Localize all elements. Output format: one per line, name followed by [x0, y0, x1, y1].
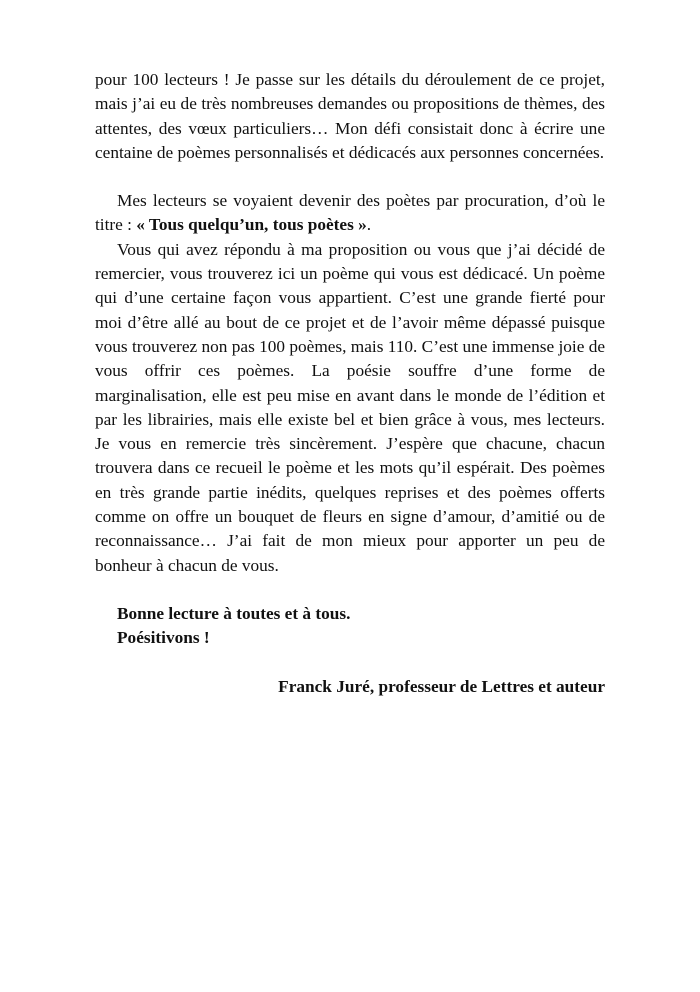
paragraph-title-origin: [95, 189, 605, 238]
paragraph-title-end: .: [366, 215, 372, 235]
closing-line-1: Bonne lecture à toutes et à tous.: [117, 603, 351, 623]
closing-line-2: Poésitivons !: [117, 628, 210, 648]
book-title: « Tous quelqu’un, tous poètes »: [136, 215, 367, 235]
document-page: [95, 68, 605, 699]
paragraph-intro: pour 100 lecteurs ! Je passe sur les détails du déroulement de ce projet, mais j’ai eu de très nombreuses demandes ou propositions de thèmes, des attentes, des vœux particuliers… Mon défi consistait donc à écrire une centaine de poèmes personnalisés et dédicacés aux personnes concernées.: [95, 70, 605, 162]
paragraph-title-intro: Mes lecteurs se voyaient devenir des poètes par procuration, d’où le titre :: [95, 191, 605, 235]
closing-greeting: [95, 602, 605, 651]
paragraph-dedication: Vous qui avez répondu à ma proposition ou vous que j’ai décidé de remercier, vous trouverez ici un poème qui vous est dédicacé. Un poème qui d’une certaine façon vous appartient. C’est une grande fierté pour moi d’être allé au bout de ce projet et de l’avoir même dépassé puisque vous trouverez non pas 100 poèmes, mais 110. C’est une immense joie de vous offrir ces poèmes. La poésie souffre d’une forme de marginalisation, elle est peu mise en avant dans le monde de l’édition et par les librairies, mais elle existe bel et bien grâce à vous, mes lecteurs. Je vous en remercie très sincèrement. J’espère que chacune, chacun trouvera dans ce recueil le poème et les mots qu’il espérait. Des poèmes en très grande partie inédits, quelques reprises et des poèmes offerts comme on offre un bouquet de fleurs en signe d’amour, d’amitié ou de reconnaissance… J’ai fait de mon mieux pour apporter un peu de bonheur à chacun de vous.: [95, 239, 606, 575]
author-signature: Franck Juré, professeur de Lettres et auteur: [278, 676, 605, 696]
